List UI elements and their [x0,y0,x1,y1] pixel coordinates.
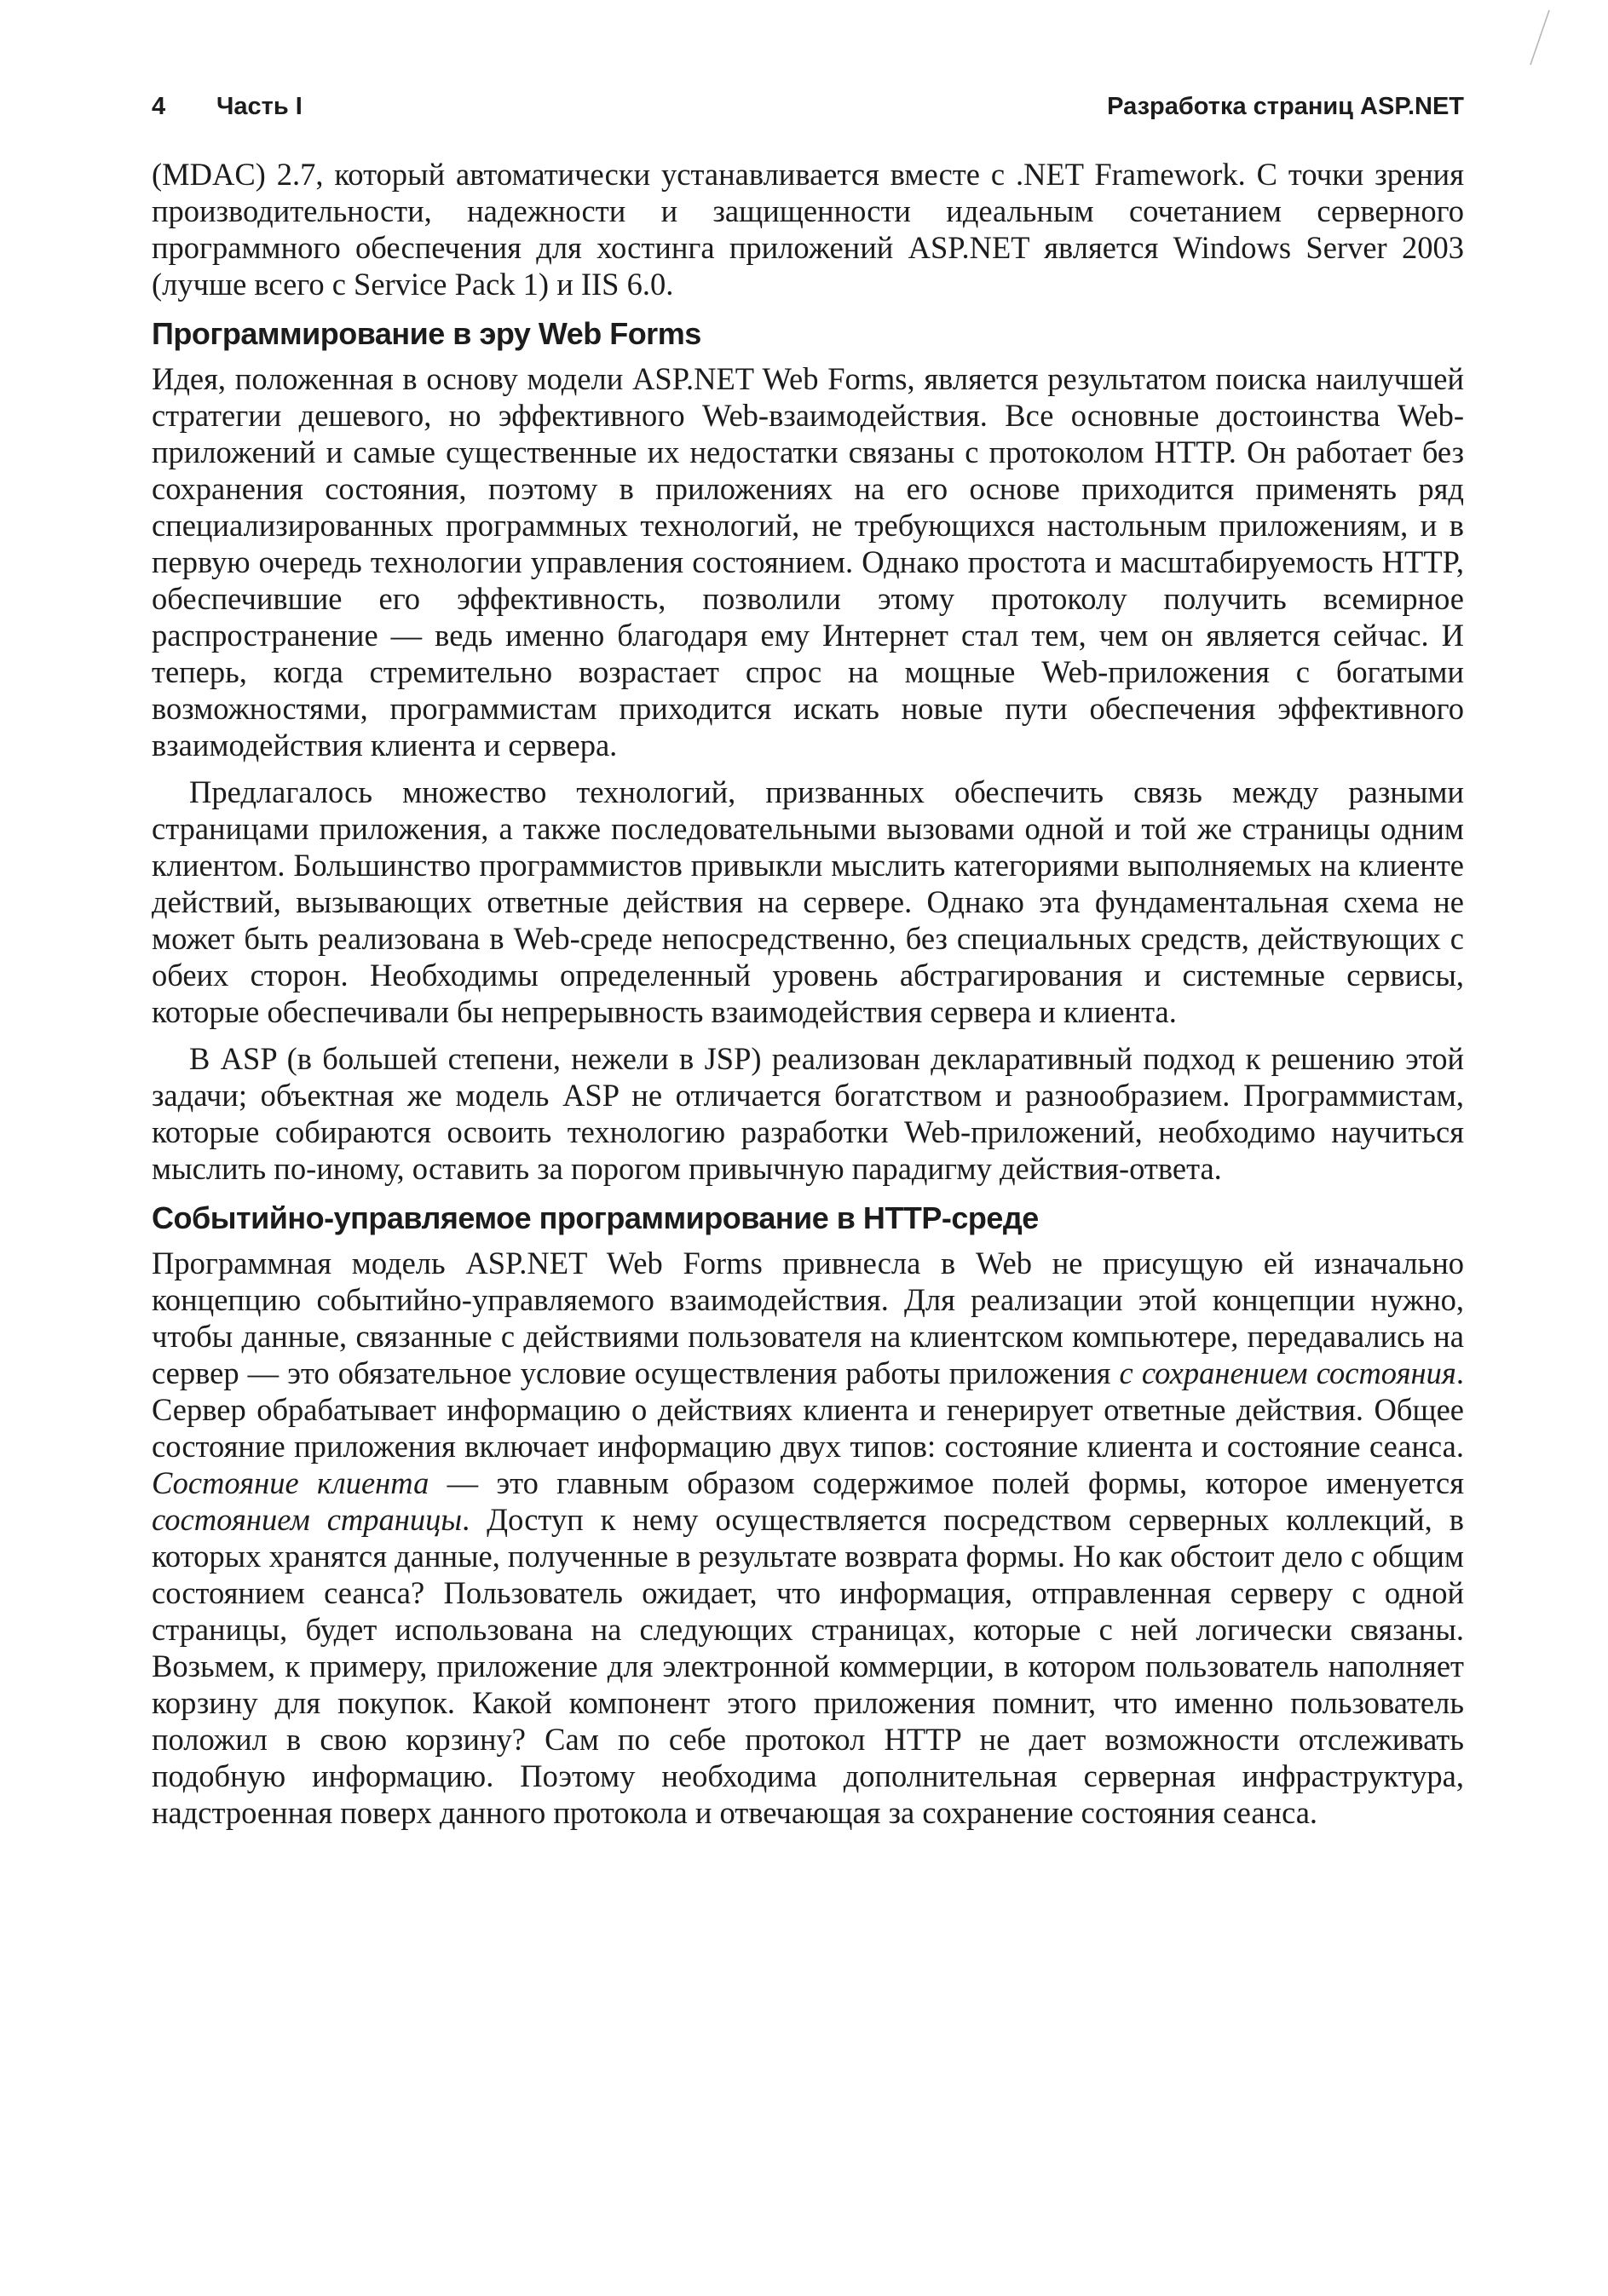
text-run: — это главным образом содержимое полей формы, которое именуется [429,1465,1464,1500]
text-run: . Сервер обрабатывает информацию о действиях клиента и генерирует ответные действия. Общее состояние приложения включает информацию двух типов: состояние клиента и состояние сеанса. [152,1355,1464,1464]
emphasis-page-state: состоянием страницы [152,1502,463,1537]
paragraph-event-model [152,1245,1464,1831]
emphasis-client-state: Состояние клиента [152,1465,429,1500]
emphasis-stateful: с сохранением состояния [1119,1355,1456,1390]
text-run: . Доступ к нему осуществляется посредством серверных коллекций, в которых хранятся данные, полученные в результате возврата формы. Но как обстоит дело с общим состоянием сеанса? Пользователь ожидает, что информация, отправленная серверу с одной страницы, будет использована на следующих страницах, которые с ней логически связаны. Возьмем, к примеру, приложение для электронной коммерции, в котором пользователь наполняет корзину для покупок. Какой компонент этого приложения помнит, что именно пользователь положил в свою корзину? Сам по себе протокол HTTP не дает возможности отслеживать подобную информацию. Поэтому необходима дополнительная серверная инфраструктура, надстроенная поверх данного протокола и отвечающая за сохранение состояния сеанса. [152,1502,1464,1830]
book-page [152,85,1464,1831]
section-heading-web-forms: Программирование в эру Web Forms [152,316,701,351]
paragraph-web-forms-idea: Идея, положенная в основу модели ASP.NET Web Forms, является результатом поиска наилучшей стратегии дешевого, но эффективного Web-взаимодействия. Все основные достоинства Web-приложений и самые существенные их недостатки связаны с протоколом HTTP. Он работает без сохранения состояния, поэтому в приложениях на его основе приходится применять ряд специализированных программных технологий, не требующихся настольным приложениям, и в первую очередь технологии управления состоянием. Однако простота и масштабируемость HTTP, обеспечившие его эффективность, позволили этому протоколу получить всемирное распространение — ведь именно благодаря ему Интернет стал тем, чем он является сейчас. И теперь, когда стремительно возрастает спрос на мощные Web-приложения с богатыми возможностями, программистам приходится искать новые пути обеспечения эффективного взаимодействия клиента и сервера. [152,361,1464,762]
running-head [152,85,1464,128]
running-section-title: Разработка страниц ASP.NET [1107,93,1464,120]
paragraph-asp-approach: В ASP (в большей степени, нежели в JSP) реализован декларативный подход к решению этой задачи; объектная же модель ASP не отличается богатством и разнообразием. Программистам, которые собираются освоить технологию разработки Web-приложений, необходимо научиться мыслить по-иному, оставить за порогом привычную парадигму действия-ответа. [152,1041,1464,1186]
text-run: Программная модель ASP.NET Web Forms привнесла в Web не присущую ей изначально концепцию событийно-управляемого взаимодействия. Для реализации этой концепции нужно, чтобы данные, связанные с действиями пользователя на клиентском компьютере, передавались на сервер — это обязательное условие осуществления работы приложения [152,1246,1464,1390]
scan-pen-mark [1527,9,1551,68]
paragraph-technologies: Предлагалось множество технологий, призванных обеспечить связь между разными страницами приложения, а также последовательными вызовами одной и той же страницы одним клиентом. Большинство программистов привыкли мыслить категориями выполняемых на клиенте действий, вызывающих ответные действия на сервере. Однако эта фундаментальная схема не может быть реализована в Web-среде непосредственно, без специальных средств, действующих с обеих сторон. Необходимы определенный уровень абстрагирования и системные сервисы, которые обеспечивали бы непрерывность взаимодействия сервера и клиента. [152,774,1464,1029]
section-heading-event-driven: Событийно-управляемое программирование в HTTP-среде [152,1200,1039,1235]
page-number: 4 [152,93,166,120]
intro-paragraph: (MDAC) 2.7, который автоматически устанавливается вместе с .NET Framework. С точки зрения производительности, надежности и защищенности идеальным сочетанием серверного программного обеспечения для хостинга приложений ASP.NET является Windows Server 2003 (лучше всего с Service Pack 1) и IIS 6.0. [152,157,1464,302]
part-label: Часть I [216,93,303,120]
